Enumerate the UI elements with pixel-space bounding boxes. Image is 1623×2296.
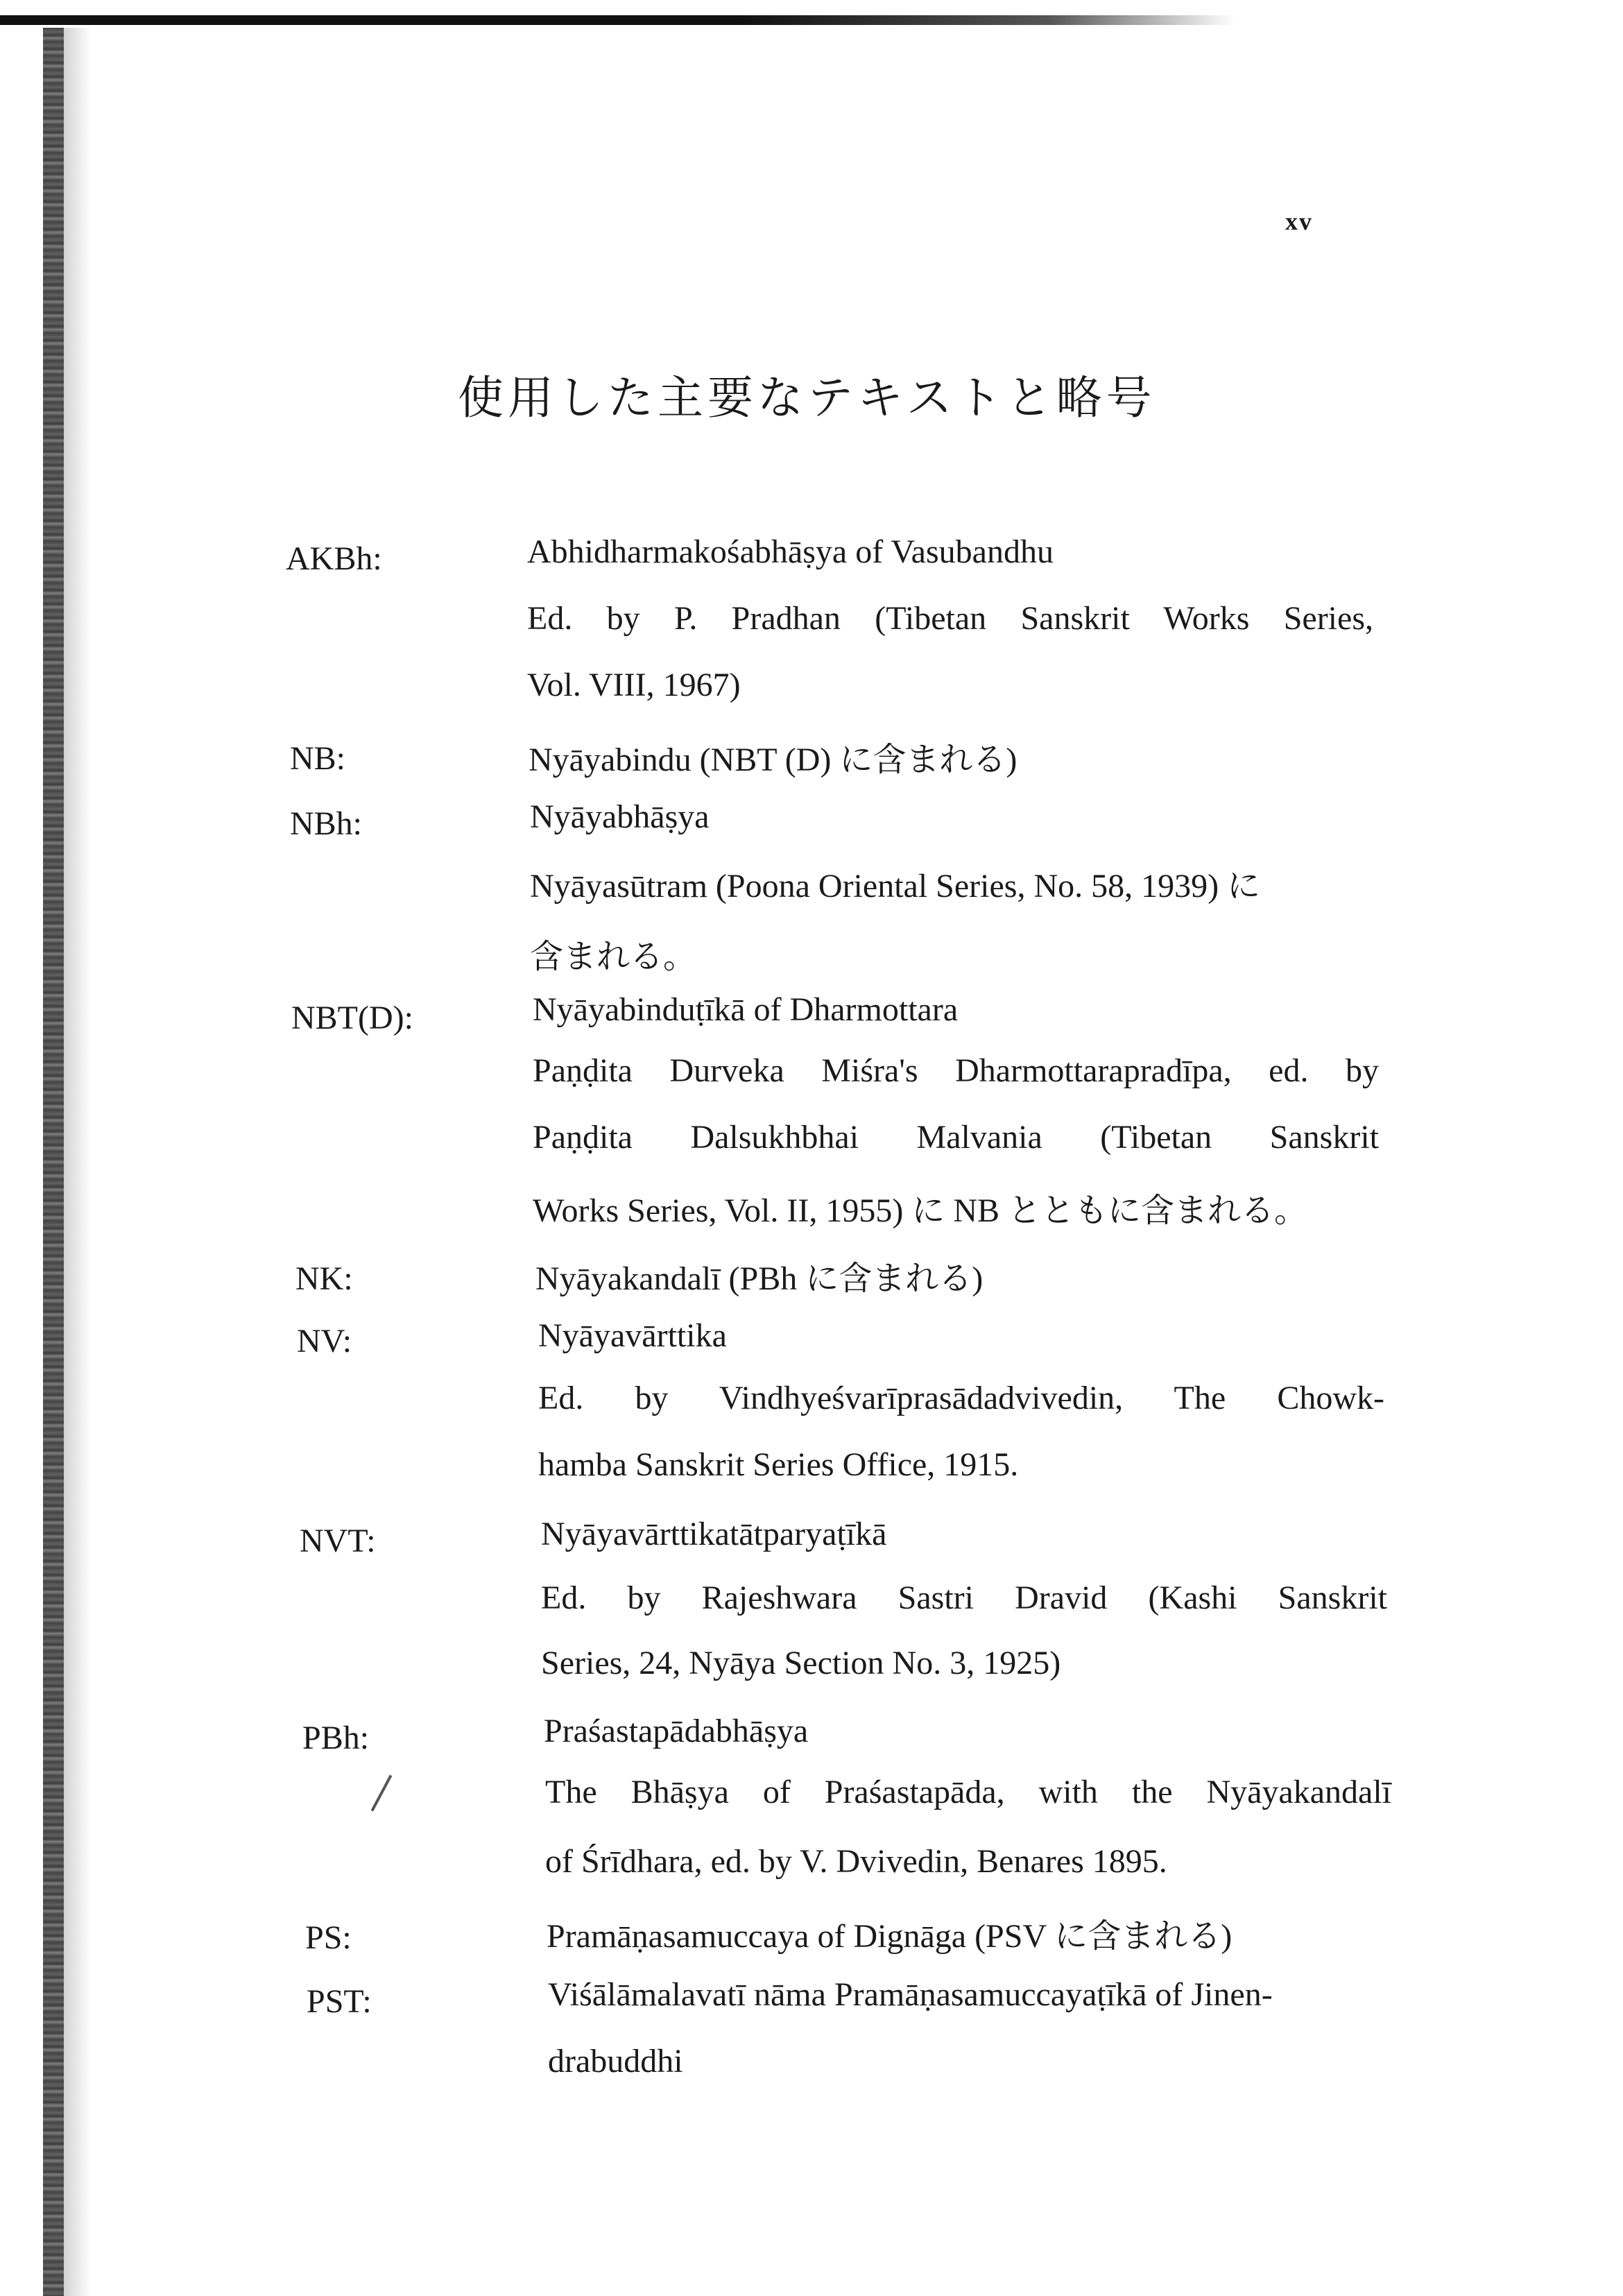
entry-nvt-line-2: Ed. by Rajeshwara Sastri Dravid (Kashi Sanskrit <box>541 1579 1387 1616</box>
abbreviation-nv: NV: <box>297 1323 352 1360</box>
entry-akbh-line-1: Abhidharmakośabhāṣya of Vasubandhu <box>527 533 1054 570</box>
entry-nbtd-line-2: Paṇḍita Durveka Miśra's Dharmottarapradīpa, ed. by <box>533 1052 1379 1089</box>
entry-nbtd-line-3: Paṇḍita Dalsukhbhai Malvania (Tibetan Sanskrit <box>533 1119 1379 1156</box>
entry-nbtd-line-4: Works Series, Vol. II, 1955) に NB とともに含まれる。 <box>533 1192 1308 1229</box>
abbreviation-nbtd: NBT(D): <box>291 1000 413 1036</box>
entry-pbh-line-2: The Bhāṣya of Praśastapāda, with the Nyāyakandalī <box>545 1774 1391 1810</box>
entry-nbh-line-2: Nyāyasūtram (Poona Oriental Series, No. 58, 1939) に <box>530 868 1261 905</box>
book-binding-edge <box>43 28 64 2296</box>
entry-nvt-line-3: Series, 24, Nyāya Section No. 3, 1925) <box>541 1645 1061 1681</box>
abbreviation-nb: NB: <box>290 740 346 777</box>
binding-shadow <box>64 28 92 2296</box>
entry-nb-line-1: Nyāyabindu (NBT (D) に含まれる) <box>529 742 1017 778</box>
entry-nv-line-2: Ed. by Vindhyeśvarīprasādadvivedin, The Chowk- <box>538 1380 1384 1416</box>
entry-pst-line-1: Viśālāmalavatī nāma Pramāṇasamuccayaṭīkā of Jinen- <box>548 1976 1273 2013</box>
entry-nbh-line-3: 含まれる。 <box>530 939 697 975</box>
entry-nbh-line-1: Nyāyabhāṣya <box>530 798 710 835</box>
entry-nk-line-1: Nyāyakandalī (PBh に含まれる) <box>535 1260 984 1297</box>
entry-nbtd-line-1: Nyāyabinduṭīkā of Dharmottara <box>533 991 959 1028</box>
entry-pst-line-2: drabuddhi <box>548 2043 683 2080</box>
entry-pbh-line-3: of Śrīdhara, ed. by V. Dvivedin, Benares 1895. <box>545 1843 1167 1880</box>
page-number: xv <box>1285 207 1313 235</box>
page-title: 使用した主要なテキストと略号 <box>458 371 1156 425</box>
entry-akbh-line-2: Ed. by P. Pradhan (Tibetan Sanskrit Works Series, <box>527 600 1373 637</box>
abbreviation-pbh: PBh: <box>302 1720 370 1756</box>
stray-pen-mark <box>371 1774 393 1811</box>
top-border-rule <box>0 15 1235 25</box>
abbreviation-nk: NK: <box>295 1260 353 1297</box>
abbreviation-pst: PST: <box>307 1983 372 2020</box>
abbreviation-nbh: NBh: <box>290 805 363 842</box>
entry-nvt-line-1: Nyāyavārttikatātparyaṭīkā <box>541 1516 887 1552</box>
entry-akbh-line-3: Vol. VIII, 1967) <box>527 667 741 703</box>
abbreviation-ps: PS: <box>305 1919 352 1956</box>
abbreviation-akbh: AKBh: <box>286 540 382 577</box>
abbreviation-nvt: NVT: <box>300 1523 376 1559</box>
entry-ps-line-1: Pramāṇasamuccaya of Dignāga (PSV に含まれる) <box>547 1918 1233 1955</box>
entry-nv-line-1: Nyāyavārttika <box>538 1317 727 1354</box>
entry-pbh-line-1: Praśastapādabhāṣya <box>544 1713 809 1749</box>
entry-nv-line-3: hamba Sanskrit Series Office, 1915. <box>538 1446 1019 1483</box>
